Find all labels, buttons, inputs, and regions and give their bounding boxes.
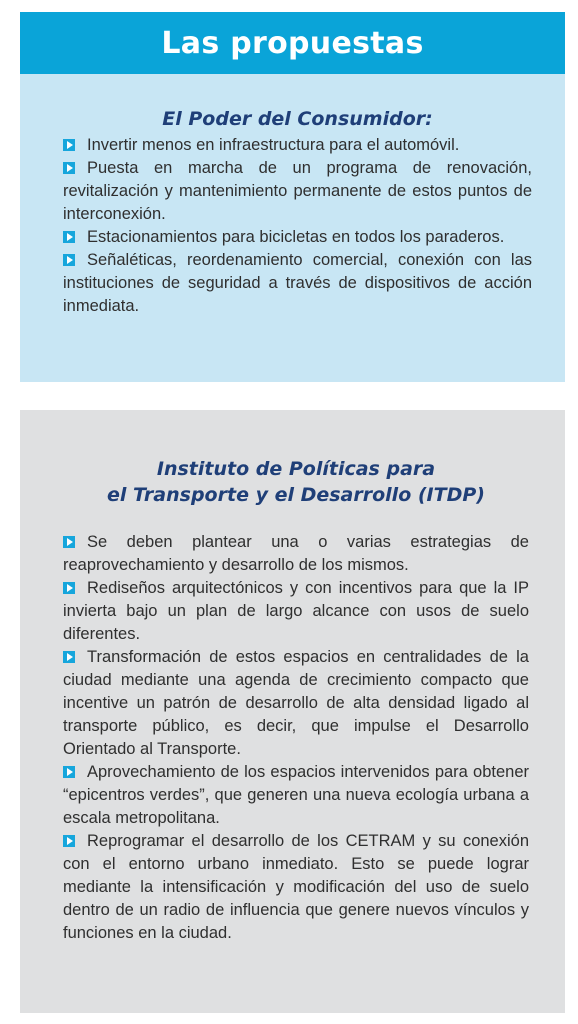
list-item: Rediseños arquitectónicos y con incentivos para que la IP invierta bajo un plan de largo alcance con usos de suelo diferentes.: [63, 579, 529, 643]
play-bullet-icon: [63, 139, 75, 151]
play-bullet-icon: [63, 254, 75, 266]
section2-title-line1: Instituto de Políticas para: [156, 458, 436, 480]
list-item: Señaléticas, reordenamiento comercial, conexión con las instituciones de seguridad a través de dispositivos de acción inmediata.: [63, 251, 532, 315]
play-bullet-icon: [63, 162, 75, 174]
list-item: Transformación de estos espacios en centralidades de la ciudad mediante una agenda de crecimiento compacto que incentive un patrón de desarrollo de alta densidad ligado al transporte público, es decir, que impulse el Desarrollo Orientado al Transporte.: [63, 648, 529, 758]
play-bullet-icon: [63, 582, 75, 594]
list-item: Reprogramar el desarrollo de los CETRAM y su conexión con el entorno urbano inmediato. Esto se puede lograr mediante la intensificación y modificación del uso de suelo dentro de un radio de influencia que genere nuevos vínculos y funciones en la ciudad.: [63, 832, 529, 942]
section2-list: [63, 531, 529, 945]
play-bullet-icon: [63, 766, 75, 778]
list-item: Se deben plantear una o varias estrategias de reaprovechamiento y desarrollo de los mismos.: [63, 533, 529, 574]
list-item: Aprovechamiento de los espacios intervenidos para obtener “epicentros verdes”, que generen una nueva ecología urbana a escala metropolitana.: [63, 763, 529, 827]
play-bullet-icon: [63, 231, 75, 243]
section-itdp: [20, 410, 565, 1013]
section2-title-line2: el Transporte y el Desarrollo (ITDP): [107, 484, 485, 506]
section1-list: [63, 134, 532, 318]
page-header: [20, 12, 565, 74]
play-bullet-icon: [63, 835, 75, 847]
section-poder-consumidor: [20, 74, 565, 382]
play-bullet-icon: [63, 651, 75, 663]
play-bullet-icon: [63, 536, 75, 548]
section2-title: [63, 456, 529, 508]
list-item: Estacionamientos para bicicletas en todos los paraderos.: [63, 226, 532, 249]
section1-title: El Poder del Consumidor:: [162, 108, 433, 130]
list-item: Puesta en marcha de un programa de renovación, revitalización y mantenimiento permanente de estos puntos de interconexión.: [63, 159, 532, 223]
list-item: Invertir menos en infraestructura para el automóvil.: [63, 134, 532, 157]
header-title: Las propuestas: [161, 25, 424, 61]
